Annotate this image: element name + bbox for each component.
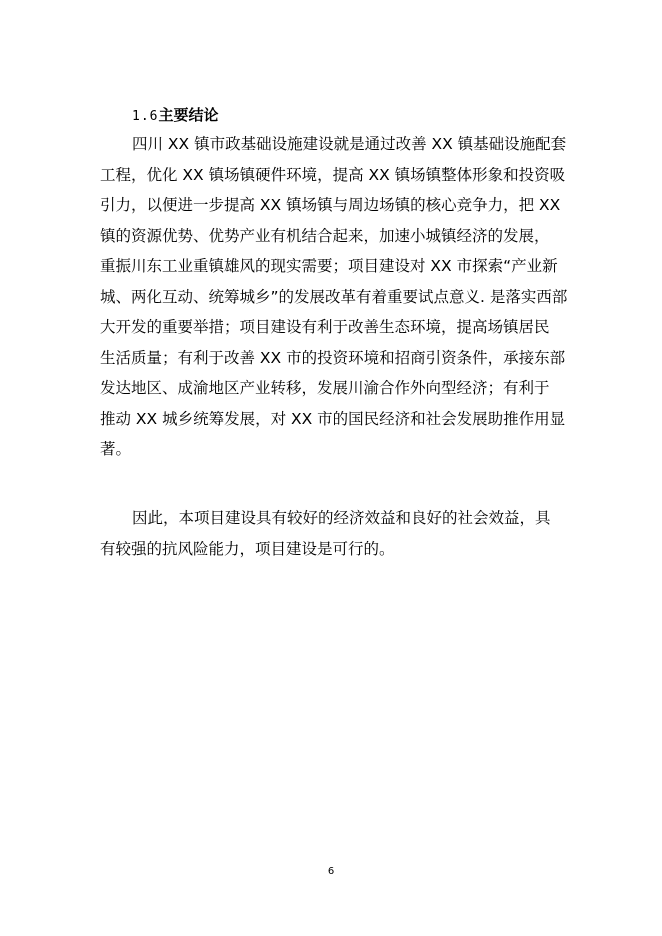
page-number: 6 [327,866,335,877]
paragraph-conclusion [100,129,570,465]
text-line: 城、两化互动、统筹城乡”的发展改革有着重要试点意义. 是落实西部 [100,287,568,306]
section-heading [132,104,219,128]
text-line: 重振川东工业重镇雄风的现实需要；项目建设对 XX 市探索“产业新 [100,257,558,275]
text-line: 发达地区、成渝地区产业转移，发展川渝合作外向型经济；有利于 [100,379,550,397]
text-line: 推动 XX 城乡统筹发展，对 XX 市的国民经济和社会发展助推作用显 [100,409,566,428]
text-line: 因此，本项目建设具有较好的经济效益和良好的社会效益，具 [132,509,551,527]
text-line: 镇的资源优势、优势产业有机结合起来，加速小城镇经济的发展， [100,226,550,245]
text-line: 有较强的抗风险能力，项目建设是可行的。 [100,539,395,558]
section-title: 主要结论 [158,106,219,124]
text-line: 引力，以便进一步提高 XX 镇场镇与周边场镇的核心竞争力，把 XX [100,196,561,214]
text-line: 工程，优化 XX 镇场镇硬件环境，提高 XX 镇场镇整体形象和投资吸 [100,165,566,184]
text-line: 大开发的重要举措；项目建设有利于改善生态环境，提高场镇居民 [100,318,550,336]
text-line: 四川 XX 镇市政基础设施建设就是通过改善 XX 镇基础设施配套 [132,135,567,153]
section-number: 1.6 [132,109,159,124]
paragraph-feasibility [100,503,570,564]
text-line: 著。 [100,440,132,458]
text-line: 生活质量；有利于改善 XX 市的投资环境和招商引资条件，承接东部 [100,348,566,367]
